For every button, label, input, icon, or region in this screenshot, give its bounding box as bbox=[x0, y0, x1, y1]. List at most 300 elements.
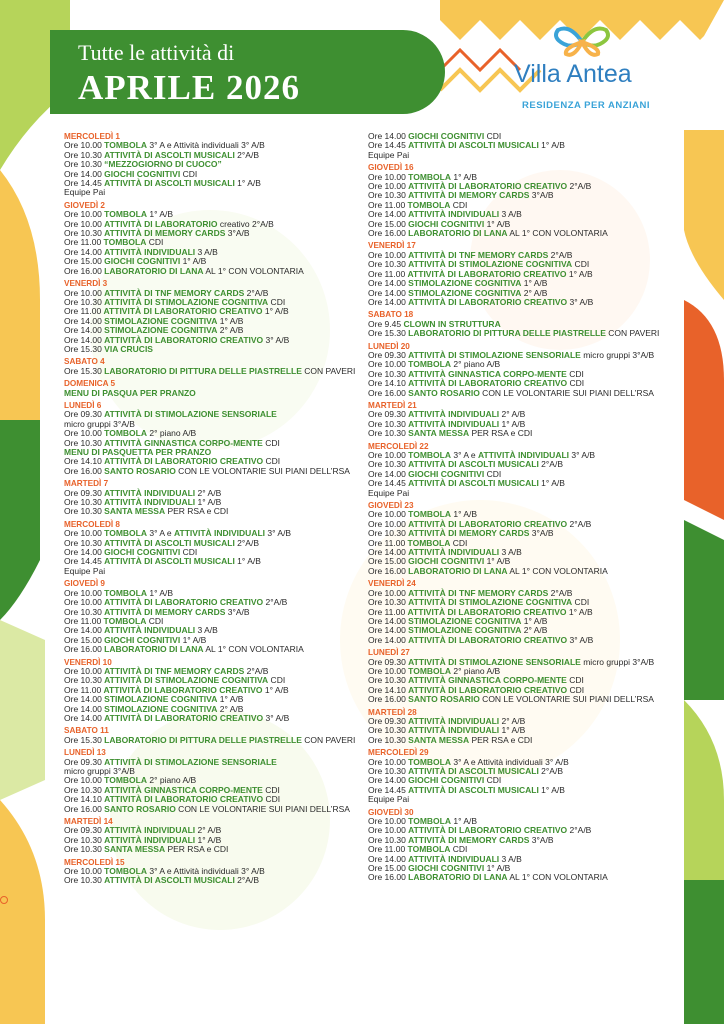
day-heading: MERCOLEDÌ 8 bbox=[64, 519, 120, 529]
day-block bbox=[64, 201, 356, 276]
schedule-column-right bbox=[368, 132, 678, 886]
activity-name: ATTIVITÀ DI LABORATORIO CREATIVO bbox=[408, 634, 568, 645]
activity-name: ATTIVITÀ INDIVIDUALI bbox=[408, 409, 500, 420]
schedule-text: 2° A/B bbox=[499, 715, 526, 726]
schedule-text: Ore 14.00 bbox=[64, 315, 105, 326]
schedule-text: Ore 10.00 bbox=[64, 528, 105, 539]
schedule-line bbox=[368, 786, 678, 795]
schedule-text: CDI bbox=[262, 784, 280, 795]
activity-name: GIOCHI COGNITIVI bbox=[104, 168, 181, 179]
schedule-text: Ore 10.30 bbox=[64, 875, 105, 886]
schedule-text: Ore 11.00 bbox=[64, 684, 104, 695]
day-block bbox=[64, 748, 356, 814]
day-block bbox=[64, 658, 356, 724]
day-block bbox=[368, 342, 678, 398]
logo-name: Villa Antea bbox=[514, 60, 632, 88]
schedule-text: Ore 09.30 bbox=[64, 756, 105, 767]
schedule-line bbox=[368, 429, 678, 438]
day-block bbox=[64, 520, 356, 576]
schedule-text: 1° A/B bbox=[484, 863, 511, 874]
day-heading: LUNEDÌ 13 bbox=[64, 748, 106, 758]
schedule-text: Ore 16.00 bbox=[368, 872, 409, 883]
activity-name: ATTIVITÀ DI LABORATORIO CREATIVO bbox=[408, 518, 568, 529]
schedule-text: Ore 10.30 bbox=[64, 844, 105, 855]
schedule-text: 1° A/B bbox=[566, 606, 593, 617]
schedule-text: 2° piano A/B bbox=[146, 775, 197, 786]
activity-name: ATTIVITÀ INDIVIDUALI bbox=[104, 625, 196, 636]
schedule-text: 2° A/B bbox=[195, 825, 222, 836]
activity-name: TOMBOLA bbox=[104, 428, 147, 439]
schedule-text: Ore 15.00 bbox=[368, 556, 409, 567]
activity-name: SANTO ROSARIO bbox=[104, 465, 176, 476]
schedule-line bbox=[368, 567, 678, 576]
schedule-text: Ore 14.00 bbox=[368, 296, 409, 307]
schedule-text: Ore 14.00 bbox=[64, 625, 105, 636]
activity-name: ATTIVITÀ DI LABORATORIO CREATIVO bbox=[408, 825, 568, 836]
day-block bbox=[64, 579, 356, 654]
schedule-text: CDI bbox=[262, 437, 280, 448]
activity-name: SANTA MESSA bbox=[408, 428, 470, 439]
activity-name: ATTIVITÀ DI TNF MEMORY CARDS bbox=[408, 249, 549, 260]
schedule-text: CDI bbox=[450, 844, 468, 855]
activity-name: ATTIVITÀ DI LABORATORIO CREATIVO bbox=[408, 181, 568, 192]
schedule-text: Equipe Pai bbox=[368, 794, 410, 805]
schedule-text: Ore 10.30 bbox=[64, 149, 105, 160]
activity-name: ATTIVITÀ INDIVIDUALI bbox=[408, 715, 500, 726]
schedule-text: Ore 14.00 bbox=[368, 278, 409, 289]
activity-name: ATTIVITÀ GINNASTICA CORPO-MENTE bbox=[408, 368, 567, 379]
day-heading: VENERDÌ 3 bbox=[64, 279, 108, 289]
schedule-text: Ore 10.30 bbox=[368, 675, 409, 686]
schedule-text: AL 1° CON VOLONTARIA bbox=[203, 265, 304, 276]
schedule-line bbox=[64, 188, 356, 197]
activity-name: MENU DI PASQUA PER PRANZO bbox=[64, 387, 196, 398]
schedule-text: Ore 14.45 bbox=[368, 478, 409, 489]
schedule-text: Ore 14.10 bbox=[368, 378, 409, 389]
day-block bbox=[368, 163, 678, 238]
schedule-text: 1° A/B bbox=[521, 278, 548, 289]
schedule-text: Ore 10.30 bbox=[368, 190, 409, 201]
schedule-text: 2°A/B bbox=[263, 597, 288, 608]
schedule-text: 2° A/B bbox=[521, 287, 548, 298]
day-heading: MARTEDÌ 28 bbox=[368, 707, 417, 717]
activity-name: ATTIVITÀ DI TNF MEMORY CARDS bbox=[104, 287, 245, 298]
day-heading: MARTEDÌ 7 bbox=[64, 479, 109, 489]
activity-name: TOMBOLA bbox=[104, 209, 147, 220]
schedule-text: CDI bbox=[146, 237, 164, 248]
day-heading: GIOVEDÌ 16 bbox=[368, 163, 414, 173]
activity-name: ATTIVITÀ DI ASCOLTI MUSICALI bbox=[104, 178, 235, 189]
schedule-text: Ore 10.00 bbox=[368, 518, 409, 529]
day-heading: GIOVEDÌ 30 bbox=[368, 807, 414, 817]
schedule-text: CDI bbox=[572, 259, 590, 270]
schedule-text: Ore 10.00 bbox=[368, 450, 409, 460]
schedule-text: Ore 10.00 bbox=[64, 597, 105, 608]
activity-name: ATTIVITÀ INDIVIDUALI bbox=[408, 209, 500, 220]
schedule-text: Ore 11.00 bbox=[368, 537, 408, 548]
schedule-text: Ore 10.30 bbox=[64, 296, 105, 307]
schedule-text: 2°A/B bbox=[567, 518, 592, 529]
activity-name: TOMBOLA bbox=[104, 866, 147, 877]
activity-name: GIOCHI COGNITIVI bbox=[408, 863, 485, 874]
activity-name: ATTIVITÀ DI ASCOLTI MUSICALI bbox=[408, 140, 539, 151]
schedule-line bbox=[64, 179, 356, 188]
schedule-text: 1° A/B bbox=[195, 834, 222, 845]
schedule-text: 3° A e Attività individuali 3° A/B bbox=[146, 866, 265, 877]
schedule-text: 3° A/B bbox=[263, 712, 290, 723]
logo-tagline: RESIDENZA PER ANZIANI bbox=[522, 100, 651, 111]
activity-name: ATTIVITÀ DI LABORATORIO CREATIVO bbox=[407, 268, 567, 279]
activity-name: TOMBOLA bbox=[103, 237, 147, 248]
schedule-text: CDI bbox=[567, 684, 585, 695]
schedule-text: CDI bbox=[268, 296, 286, 307]
schedule-text: CDI bbox=[180, 547, 198, 558]
schedule-text: Ore 14.00 bbox=[368, 131, 409, 141]
activity-name: STIMOLAZIONE COGNITIVA bbox=[104, 315, 218, 326]
schedule-text: 1° A/B bbox=[180, 634, 207, 645]
schedule-text: Ore 14.00 bbox=[64, 694, 105, 705]
schedule-text: Ore 14.00 bbox=[64, 246, 105, 257]
activity-name: ATTIVITÀ DI LABORATORIO CREATIVO bbox=[103, 684, 263, 695]
schedule-text: 1° A/B bbox=[450, 816, 478, 827]
schedule-text: Ore 10.00 bbox=[368, 665, 409, 676]
schedule-text: 1° A/B bbox=[538, 140, 565, 151]
schedule-text: Ore 10.30 bbox=[368, 597, 409, 608]
activity-name: SANTO ROSARIO bbox=[408, 387, 480, 398]
day-heading: GIOVEDÌ 2 bbox=[64, 200, 105, 210]
day-block bbox=[368, 748, 678, 804]
day-heading: MERCOLEDÌ 29 bbox=[368, 748, 429, 758]
activity-name: ATTIVITÀ GINNASTICA CORPO-MENTE bbox=[104, 437, 263, 448]
schedule-text: 3 A/B bbox=[195, 246, 218, 257]
schedule-line bbox=[368, 873, 678, 882]
schedule-text: CON PAVERI bbox=[301, 734, 356, 745]
schedule-line bbox=[368, 298, 678, 307]
schedule-text: Ore 10.00 bbox=[64, 866, 105, 877]
schedule-text: 3° A e bbox=[450, 450, 479, 460]
activity-name: ATTIVITÀ DI MEMORY CARDS bbox=[104, 606, 226, 617]
schedule-line bbox=[64, 567, 356, 576]
schedule-text: 3° A/B bbox=[263, 334, 290, 345]
schedule-text: 2°A/B bbox=[244, 287, 269, 298]
schedule-text: 1° A/B bbox=[499, 418, 526, 429]
activity-name: GIOCHI COGNITIVI bbox=[408, 556, 485, 567]
day-heading: MERCOLEDÌ 15 bbox=[64, 857, 125, 867]
schedule-text: 1° A/B bbox=[262, 306, 289, 317]
schedule-text: Ore 16.00 bbox=[64, 265, 105, 276]
activity-name: LABORATORIO DI LANA bbox=[408, 872, 508, 883]
schedule-line bbox=[64, 345, 356, 354]
schedule-text: 2°A/B bbox=[234, 149, 260, 160]
activity-name: TOMBOLA bbox=[407, 844, 451, 855]
schedule-text: Ore 09.30 bbox=[368, 656, 409, 667]
day-heading: VENERDÌ 17 bbox=[368, 241, 416, 251]
activity-name: ATTIVITÀ INDIVIDUALI bbox=[104, 246, 196, 257]
schedule-text: Ore 10.00 bbox=[368, 181, 409, 192]
schedule-text: CDI bbox=[450, 537, 468, 548]
activity-name: ATTIVITÀ DI LABORATORIO CREATIVO bbox=[408, 296, 568, 307]
schedule-text: 3° A e Attività individuali 3° A/B bbox=[450, 756, 569, 767]
activity-name: ATTIVITÀ DI STIMOLAZIONE SENSORIALE bbox=[408, 349, 581, 360]
schedule-text: 3° A e Attività individuali 3° A/B bbox=[146, 140, 265, 151]
schedule-text: Ore 14.00 bbox=[368, 209, 409, 220]
activity-name: GIOCHI COGNITIVI bbox=[104, 256, 181, 267]
schedule-text: 1° A/B bbox=[180, 256, 207, 267]
schedule-text: Ore 10.00 bbox=[368, 359, 409, 370]
day-heading: VENERDÌ 10 bbox=[64, 657, 112, 667]
schedule-text: Ore 09.30 bbox=[368, 409, 409, 420]
schedule-line bbox=[64, 389, 356, 398]
activity-name: ATTIVITÀ DI STIMOLAZIONE COGNITIVA bbox=[408, 259, 573, 270]
schedule-text: CDI bbox=[567, 378, 585, 389]
schedule-text: Ore 10.00 bbox=[64, 665, 105, 676]
activity-name: ATTIVITÀ DI ASCOLTI MUSICALI bbox=[104, 556, 235, 567]
schedule-text: 2°A/B bbox=[244, 665, 269, 676]
activity-name: GIOCHI COGNITIVI bbox=[408, 775, 485, 786]
schedule-text: CON LE VOLONTARIE SUI PIANI DELL’RSA bbox=[479, 694, 654, 705]
schedule-text: 3°A/B bbox=[529, 834, 554, 845]
schedule-text: Ore 14.00 bbox=[64, 703, 105, 714]
schedule-text: CDI bbox=[566, 368, 584, 379]
schedule-text: Ore 10.00 bbox=[64, 287, 105, 298]
schedule-text: micro gruppi 3°A/B bbox=[64, 766, 135, 776]
schedule-text: Ore 10.00 bbox=[64, 140, 105, 151]
schedule-line bbox=[368, 329, 678, 338]
activity-name: ATTIVITÀ DI STIMOLAZIONE SENSORIALE bbox=[104, 756, 277, 767]
activity-name: STIMOLAZIONE COGNITIVA bbox=[408, 615, 522, 626]
schedule-text: 3°A/B bbox=[225, 606, 250, 617]
activity-name: STIMOLAZIONE COGNITIVA bbox=[408, 287, 522, 298]
day-block bbox=[368, 648, 678, 704]
schedule-text: Ore 09.30 bbox=[64, 487, 105, 498]
schedule-text: CDI bbox=[268, 675, 286, 686]
day-heading: SABATO 4 bbox=[64, 357, 105, 367]
day-block bbox=[64, 479, 356, 517]
schedule-text: Ore 10.30 bbox=[64, 537, 105, 548]
schedule-text: CON PAVERI bbox=[605, 328, 660, 339]
activity-name: ATTIVITÀ INDIVIDUALI bbox=[408, 418, 500, 429]
schedule-text: AL 1° CON VOLONTARIA bbox=[203, 644, 304, 655]
schedule-text: Ore 10.30 bbox=[64, 228, 105, 239]
day-block bbox=[368, 442, 678, 498]
activity-name: ATTIVITÀ INDIVIDUALI bbox=[104, 825, 196, 836]
activity-name: TOMBOLA bbox=[407, 199, 451, 210]
schedule-text: 2°A/B bbox=[567, 181, 592, 192]
schedule-text: 2° A/B bbox=[499, 409, 526, 420]
schedule-text: Ore 14.00 bbox=[64, 325, 105, 336]
day-heading: MERCOLEDÌ 22 bbox=[368, 441, 429, 451]
activity-name: ATTIVITÀ DI STIMOLAZIONE COGNITIVA bbox=[408, 597, 573, 608]
activity-name: ATTIVITÀ DI LABORATORIO CREATIVO bbox=[104, 712, 264, 723]
schedule-line bbox=[64, 557, 356, 566]
activity-name: ATTIVITÀ DI MEMORY CARDS bbox=[408, 834, 530, 845]
activity-name: TOMBOLA bbox=[408, 756, 451, 767]
page-subtitle: Tutte le attività di bbox=[78, 40, 235, 65]
schedule-line bbox=[368, 141, 678, 150]
schedule-line bbox=[64, 467, 356, 476]
schedule-text: micro gruppi 3°A/B bbox=[64, 418, 135, 429]
activity-name: ATTIVITÀ INDIVIDUALI bbox=[104, 487, 196, 498]
schedule-text: CDI bbox=[263, 794, 281, 805]
schedule-text: Ore 10.30 bbox=[368, 428, 409, 439]
schedule-line bbox=[64, 805, 356, 814]
schedule-text: Ore 11.00 bbox=[368, 268, 408, 279]
schedule-text: 2°A/B bbox=[538, 459, 564, 470]
schedule-text: CDI bbox=[180, 168, 198, 179]
schedule-text: 2° A/B bbox=[195, 487, 222, 498]
schedule-line bbox=[64, 267, 356, 276]
page-title: APRILE 2026 bbox=[78, 68, 300, 107]
activity-name: ATTIVITÀ DI STIMOLAZIONE COGNITIVA bbox=[104, 675, 269, 686]
schedule-text: 1° A/B bbox=[484, 556, 511, 567]
schedule-text: Ore 10.00 bbox=[368, 587, 409, 598]
schedule-text: Ore 10.30 bbox=[368, 834, 409, 845]
schedule-line bbox=[368, 229, 678, 238]
schedule-text: Ore 14.45 bbox=[368, 140, 409, 151]
activity-name: ATTIVITÀ DI LABORATORIO CREATIVO bbox=[104, 794, 264, 805]
activity-name: ATTIVITÀ INDIVIDUALI bbox=[174, 528, 266, 539]
schedule-line bbox=[64, 736, 356, 745]
schedule-text: Ore 14.10 bbox=[64, 456, 105, 467]
activity-name: ATTIVITÀ DI STIMOLAZIONE SENSORIALE bbox=[104, 409, 277, 420]
schedule-text: Ore 10.00 bbox=[368, 816, 409, 827]
activity-name: ATTIVITÀ DI LABORATORIO CREATIVO bbox=[104, 334, 264, 345]
activity-name: STIMOLAZIONE COGNITIVA bbox=[408, 625, 522, 636]
activity-name: ATTIVITÀ DI MEMORY CARDS bbox=[408, 528, 530, 539]
day-block bbox=[368, 241, 678, 307]
schedule-text: Ore 14.00 bbox=[64, 334, 105, 345]
schedule-text: Ore 10.00 bbox=[64, 218, 105, 229]
schedule-text: 2°A/B bbox=[548, 587, 573, 598]
activity-name: TOMBOLA bbox=[104, 587, 147, 598]
activity-name: ATTIVITÀ DI ASCOLTI MUSICALI bbox=[408, 784, 539, 795]
schedule-text: Ore 10.30 bbox=[64, 437, 105, 448]
activity-name: SANTO ROSARIO bbox=[104, 803, 176, 814]
activity-name: ATTIVITÀ DI LABORATORIO CREATIVO bbox=[104, 456, 264, 467]
schedule-text: Ore 14.00 bbox=[368, 853, 409, 864]
schedule-text: Ore 15.00 bbox=[368, 863, 409, 874]
schedule-text: Ore 15.30 bbox=[368, 328, 409, 339]
schedule-text: 1° A/B bbox=[234, 556, 261, 567]
schedule-text: 3° A/B bbox=[567, 296, 594, 307]
schedule-text: Ore 09.30 bbox=[64, 825, 105, 836]
day-block bbox=[64, 817, 356, 855]
schedule-text: CDI bbox=[566, 675, 584, 686]
schedule-text: micro gruppi 3°A/B bbox=[580, 349, 655, 360]
schedule-text: CON PAVERI bbox=[301, 365, 356, 376]
schedule-text: CDI bbox=[484, 468, 502, 479]
schedule-text: 3°A/B bbox=[529, 528, 554, 539]
activity-name: LABORATORIO DI LANA bbox=[104, 644, 204, 655]
schedule-text: 3°A/B bbox=[529, 190, 554, 201]
activity-name: ATTIVITÀ INDIVIDUALI bbox=[104, 834, 196, 845]
schedule-text: 3° A/B bbox=[265, 528, 292, 539]
activity-name: LABORATORIO DI PITTURA DELLE PIASTRELLE bbox=[408, 328, 606, 339]
schedule-text: CDI bbox=[146, 615, 164, 626]
day-block bbox=[64, 401, 356, 476]
schedule-text: Ore 10.30 bbox=[64, 784, 105, 795]
activity-name: ATTIVITÀ INDIVIDUALI bbox=[408, 853, 500, 864]
schedule-text: Ore 14.10 bbox=[368, 684, 409, 695]
schedule-text: Ore 9.45 bbox=[368, 318, 404, 329]
day-block bbox=[368, 808, 678, 883]
schedule-text: PER RSA e CDI bbox=[469, 734, 533, 745]
schedule-text: CDI bbox=[484, 775, 502, 786]
schedule-text: Equipe Pai bbox=[368, 149, 410, 160]
activity-name: LABORATORIO DI LANA bbox=[408, 228, 508, 239]
schedule-text: 1° A/B bbox=[234, 178, 261, 189]
day-heading: MARTEDÌ 14 bbox=[64, 817, 113, 827]
day-heading: LUNEDÌ 6 bbox=[64, 400, 102, 410]
schedule-text: Ore 11.00 bbox=[64, 237, 104, 248]
schedule-text: Equipe Pai bbox=[64, 187, 106, 198]
schedule-text: Ore 16.00 bbox=[368, 694, 409, 705]
schedule-line bbox=[368, 489, 678, 498]
schedule-text: Ore 09.30 bbox=[368, 715, 409, 726]
activity-name: GIOCHI COGNITIVI bbox=[408, 131, 485, 141]
schedule-text: Ore 14.00 bbox=[368, 775, 409, 786]
day-block bbox=[64, 379, 356, 398]
schedule-text: Ore 15.00 bbox=[64, 634, 105, 645]
schedule-text: Ore 10.30 bbox=[368, 459, 409, 470]
activity-name: SANTA MESSA bbox=[104, 506, 166, 517]
day-heading: DOMENICA 5 bbox=[64, 379, 116, 389]
day-block bbox=[368, 501, 678, 576]
activity-name: TOMBOLA bbox=[104, 140, 147, 151]
activity-name: LABORATORIO DI LANA bbox=[408, 565, 508, 576]
schedule-text: 1° A/B bbox=[538, 784, 565, 795]
day-heading: GIOVEDÌ 9 bbox=[64, 579, 105, 589]
schedule-text: Ore 14.00 bbox=[368, 625, 409, 636]
schedule-text: Ore 11.00 bbox=[64, 615, 104, 626]
schedule-line bbox=[368, 795, 678, 804]
schedule-text: Ore 15.30 bbox=[64, 343, 105, 354]
activity-name: LABORATORIO DI LANA bbox=[104, 265, 204, 276]
activity-name: ATTIVITÀ DI MEMORY CARDS bbox=[104, 228, 226, 239]
schedule-text: Ore 11.00 bbox=[368, 606, 408, 617]
schedule-text: 1° A/B bbox=[146, 209, 174, 220]
schedule-text: Ore 10.30 bbox=[64, 834, 105, 845]
schedule-text: AL 1° CON VOLONTARIA bbox=[507, 872, 608, 883]
schedule-text: AL 1° CON VOLONTARIA bbox=[507, 565, 608, 576]
schedule-text: Ore 14.00 bbox=[368, 287, 409, 298]
schedule-line bbox=[64, 367, 356, 376]
schedule-text: creativo 2°A/B bbox=[217, 218, 274, 229]
schedule-text: 3°A/B bbox=[225, 228, 250, 239]
schedule-text: 3 A/B bbox=[499, 547, 522, 558]
page-edge-mark bbox=[0, 896, 8, 904]
schedule-text: Ore 14.45 bbox=[64, 556, 105, 567]
title-banner bbox=[50, 30, 445, 114]
activity-name: SANTA MESSA bbox=[408, 734, 470, 745]
schedule-text: Ore 10.30 bbox=[368, 259, 409, 270]
activity-name: ATTIVITÀ DI ASCOLTI MUSICALI bbox=[104, 875, 235, 886]
schedule-text: 3° A/B bbox=[569, 450, 596, 460]
activity-name: TOMBOLA bbox=[408, 171, 451, 182]
schedule-text: Ore 14.00 bbox=[368, 615, 409, 626]
schedule-text: Ore 10.30 bbox=[64, 675, 105, 686]
schedule-text: Equipe Pai bbox=[64, 565, 106, 576]
schedule-text: Ore 10.00 bbox=[64, 775, 105, 786]
schedule-text: Ore 10.00 bbox=[368, 249, 409, 260]
day-heading: VENERDÌ 24 bbox=[368, 579, 416, 589]
schedule-text: CDI bbox=[572, 597, 590, 608]
schedule-text: Ore 10.30 bbox=[64, 506, 105, 517]
day-heading: MERCOLEDÌ 1 bbox=[64, 132, 120, 141]
schedule-text: 1° A/B bbox=[146, 587, 174, 598]
schedule-text: Ore 10.30 bbox=[368, 766, 409, 776]
activity-name: MENU DI PASQUETTA PER PRANZO bbox=[64, 447, 212, 457]
